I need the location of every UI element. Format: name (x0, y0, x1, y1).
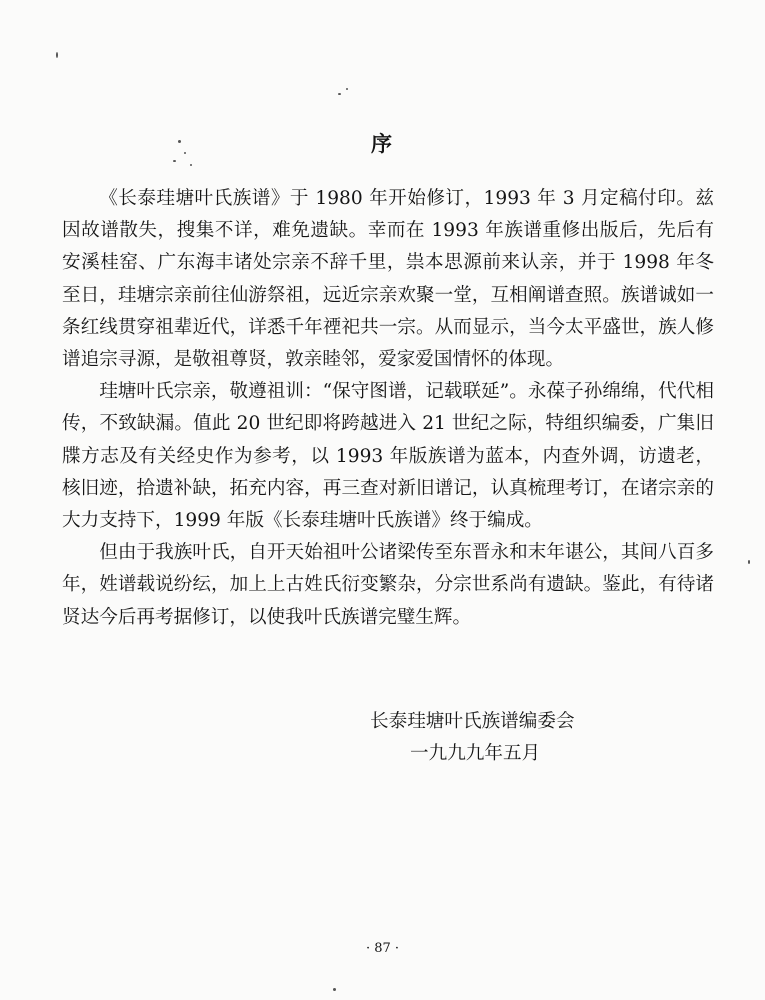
scan-speck (748, 560, 750, 564)
signature-block (370, 706, 575, 770)
scan-speck (56, 52, 58, 58)
scan-speck (346, 88, 348, 90)
signature-date: 一九九九年五月 (410, 743, 541, 764)
paragraph-1: 《长泰珪塘叶氏族谱》于 1980 年开始修订，1993 年 3 月定稿付印。兹因故谱散失，搜集不详，难免遗缺。幸而在 1993 年族谱重修出版后，先后有安溪桂窑、广东海丰诸处宗亲不辞千里，祟本思源前来认亲，并于 1998 年冬至日，珪塘宗亲前往仙游祭祖，远近宗亲欢聚一堂，互相阐谱查照。族谱诚如一条红线贯穿祖辈近代，详悉千年禋祀共一宗。从而显示，当今太平盛世，族人修谱追宗寻源，是敬祖尊贤，敦亲睦邻，爱家爱国情怀的体现。 (62, 188, 714, 371)
paragraph-2: 珪塘叶氏宗亲，敬遵祖训：“保守图谱，记载联延”。永葆子孙绵绵，代代相传，不致缺漏。值此 20 世纪即将跨越进入 21 世纪之际，特组织编委，广集旧牒方志及有关经史作为参考，以 1993 年版族谱为蓝本，内查外调，访遗老，核旧迹，拾遗补缺，拓充内容，再三查对新旧谱记，认真梳理考订，在诸宗亲的大力支持下，1999 年版《长泰珪塘叶氏族谱》终于编成。 (62, 381, 714, 532)
scan-speck (173, 160, 176, 162)
page-number: · 87 · (365, 941, 400, 956)
paragraph-3: 但由于我族叶氏，自开天始祖叶公诸梁传至东晋永和末年谌公，其间八百多年，姓谱载说纷纭，加上上古姓氏衍变繁杂，分宗世系尚有遗缺。鉴此，有待诸贤达今后再考据修订，以使我叶氏族谱完璧生辉。 (62, 542, 714, 628)
scan-speck (333, 988, 336, 991)
body-text (62, 183, 714, 634)
signature-organization: 长泰珪塘叶氏族谱编委会 (370, 711, 575, 732)
scan-speck (338, 93, 341, 95)
scan-speck (190, 164, 192, 166)
page-title: 序 (371, 131, 394, 156)
